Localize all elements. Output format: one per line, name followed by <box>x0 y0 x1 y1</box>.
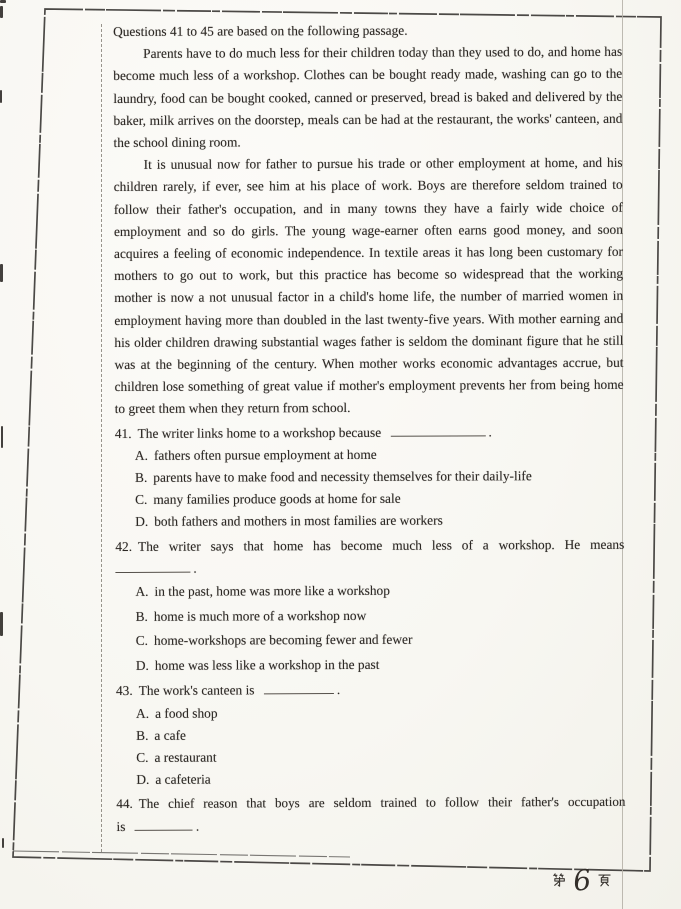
question-number: 41. <box>114 425 132 441</box>
passage-instructions: Questions 41 to 45 are based on the following passage. <box>113 22 408 39</box>
option-label: A. <box>134 447 148 463</box>
question-42-option-d <box>116 652 625 679</box>
question-42-option-a <box>115 578 624 605</box>
option-text: a restaurant <box>154 749 217 765</box>
question-44 <box>116 791 625 838</box>
question-43-option-d <box>116 767 625 791</box>
stem-period: . <box>193 560 197 576</box>
page-footer <box>552 863 612 898</box>
question-number: 44. <box>116 796 133 812</box>
question-number: 43. <box>115 683 133 699</box>
page-number: 6 <box>571 863 593 898</box>
option-text: home was less like a workshop in the past <box>154 656 380 673</box>
question-41-stem <box>115 420 624 444</box>
question-42-stem <box>115 533 624 557</box>
option-text: many families produce goods at home for sale <box>153 491 401 508</box>
option-label: C. <box>135 633 149 649</box>
scan-artifact <box>0 612 3 636</box>
passage-paragraph-1: Parents have to do much less for their children today than they used to do, and home has become much less of a workshop. Clothes can be bought ready made, washing can go to the laundry, food can be bought cooked, canned or preserved, bread is baked and delivered by the baker, milk arrives on the doorstep, meals can be had at the restaurant, the works' canteen, and the school dining room. <box>113 43 623 151</box>
question-42 <box>115 533 625 678</box>
question-43-option-c <box>116 745 625 769</box>
stem-period: . <box>488 424 492 440</box>
question-41 <box>115 420 624 533</box>
scan-artifact <box>2 838 4 848</box>
scan-artifact <box>0 6 3 18</box>
answer-blank <box>135 819 193 830</box>
di-character-icon <box>552 873 567 888</box>
question-44-stem-line-2 <box>116 813 625 837</box>
question-43 <box>116 678 625 791</box>
question-41-option-b <box>115 465 624 489</box>
option-label: A. <box>135 705 150 721</box>
option-text: a food shop <box>155 705 218 721</box>
question-stem-text: The writer links home to a workshop because <box>137 424 382 441</box>
scan-artifact <box>1 426 3 448</box>
question-42-option-c <box>116 627 625 654</box>
option-label: C. <box>136 749 149 765</box>
question-43-option-a <box>116 700 625 724</box>
question-stem-text: is <box>116 818 126 834</box>
answer-blank <box>115 562 190 573</box>
scan-artifact <box>0 90 2 103</box>
passage-paragraph-2: It is unusual now for father to pursue his trade or other employment at home, and his children rarely, if ever, see him at his place of work. Boys are therefore seldom trained to follow their father's occupation, and in many towns they have a fairly wide choice of employment and so do girls. The young wage-earner often earns good money, and soon acquires a feeling of economic independence. In textile areas it has long been customary for mothers to go out to work, but this practice has become so widespread that the working mother is now a not unusual factor in a child's home life, the number of married women in employment having more than doubled in the last twenty-five years. With mother earning and his older children drawing substantial wages father is seldom the dominant figure that he still was at the beginning of the century. When mother works economic advantages accrue, but children lose something of great value if mother's employment prevents her from being home to greet them when they return from school. <box>113 154 624 417</box>
left-margin-guide-line <box>101 24 102 852</box>
option-text: home is much more of a workshop now <box>153 607 367 624</box>
question-43-option-b <box>116 723 625 747</box>
option-label: B. <box>134 469 148 485</box>
option-label: D. <box>136 772 150 788</box>
option-label: B. <box>135 608 148 624</box>
question-stem-text: The writer says that home has become much less of a workshop. He means <box>138 536 625 554</box>
option-text: in the past, home was more like a workshop <box>154 582 390 599</box>
question-41-option-c <box>115 487 624 511</box>
option-label: D. <box>135 514 149 530</box>
option-label: D. <box>135 657 149 673</box>
option-text: a cafe <box>154 727 187 743</box>
page-content <box>113 19 626 838</box>
option-label: B. <box>136 727 149 743</box>
question-42-option-b <box>116 602 625 629</box>
question-stem-text: The chief reason that boys are seldom trained to follow their father's occupation <box>138 794 626 812</box>
option-text: fathers often pursue employment at home <box>153 446 377 463</box>
question-42-blank-row <box>115 556 624 580</box>
scan-artifact <box>0 0 6 3</box>
scan-artifact <box>0 264 3 282</box>
question-number: 42. <box>115 538 133 554</box>
option-label: C. <box>135 492 148 508</box>
answer-blank <box>264 683 334 694</box>
option-text: home-workshops are becoming fewer and fewer <box>153 631 413 649</box>
question-41-option-a <box>115 443 624 467</box>
option-text: a cafeteria <box>155 771 211 788</box>
ye-character-icon <box>597 873 612 888</box>
option-text: both fathers and mothers in most families are workers <box>154 513 443 530</box>
stem-period: . <box>336 682 341 698</box>
question-stem-text: The work's canteen is <box>138 682 255 699</box>
question-41-option-d <box>115 509 624 533</box>
option-label: A. <box>135 583 149 599</box>
question-43-stem <box>116 678 625 702</box>
option-text: parents have to make food and necessity themselves for their daily-life <box>153 468 532 485</box>
answer-blank <box>390 425 485 436</box>
question-44-stem <box>116 791 625 815</box>
stem-period: . <box>195 818 200 834</box>
